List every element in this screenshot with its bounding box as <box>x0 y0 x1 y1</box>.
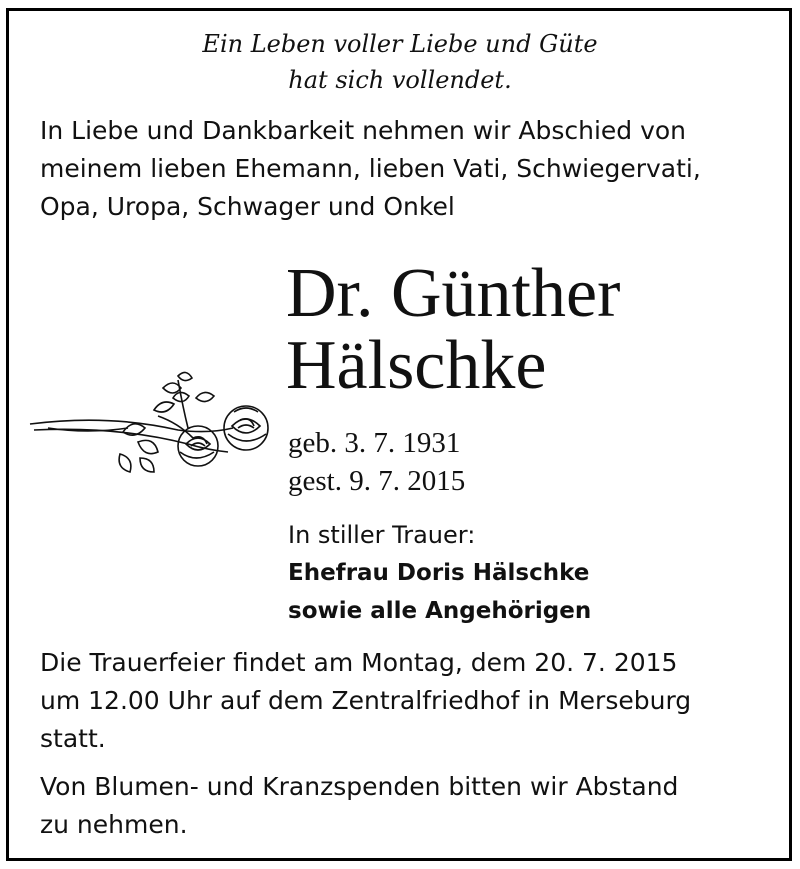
name-line-1: Dr. Günther <box>286 255 621 332</box>
death-date: gest. 9. 7. 2015 <box>288 465 466 497</box>
deceased-name <box>286 255 621 404</box>
flowers-notice <box>40 768 760 844</box>
ceremony-line-3: statt. <box>40 724 106 753</box>
mourner-line-1: Ehefrau Doris Hälschke <box>288 560 590 586</box>
birth-date: geb. 3. 7. 1931 <box>288 427 461 459</box>
intro-text <box>40 112 760 226</box>
motto <box>0 26 800 98</box>
motto-line-1: Ein Leben voller Liebe und Güte <box>202 30 598 58</box>
mourners <box>288 516 591 630</box>
intro-line-3: Opa, Uropa, Schwager und Onkel <box>40 192 455 221</box>
motto-line-2: hat sich vollendet. <box>288 66 512 94</box>
life-dates <box>288 424 465 500</box>
flowers-line-1: Von Blumen- und Kranzspenden bitten wir Abstand <box>40 772 679 801</box>
mourners-heading: In stiller Trauer: <box>288 521 476 549</box>
intro-line-2: meinem lieben Ehemann, lieben Vati, Schwiegervati, <box>40 154 701 183</box>
name-line-2: Hälschke <box>286 327 547 404</box>
roses-icon <box>28 368 278 480</box>
flowers-line-2: zu nehmen. <box>40 810 188 839</box>
ceremony-line-2: um 12.00 Uhr auf dem Zentralfriedhof in Merseburg <box>40 686 692 715</box>
intro-line-1: In Liebe und Dankbarkeit nehmen wir Abschied von <box>40 116 687 145</box>
mourner-line-2: sowie alle Angehörigen <box>288 598 592 624</box>
ceremony-line-1: Die Trauerfeier findet am Montag, dem 20. 7. 2015 <box>40 648 678 677</box>
ceremony-notice <box>40 644 760 758</box>
